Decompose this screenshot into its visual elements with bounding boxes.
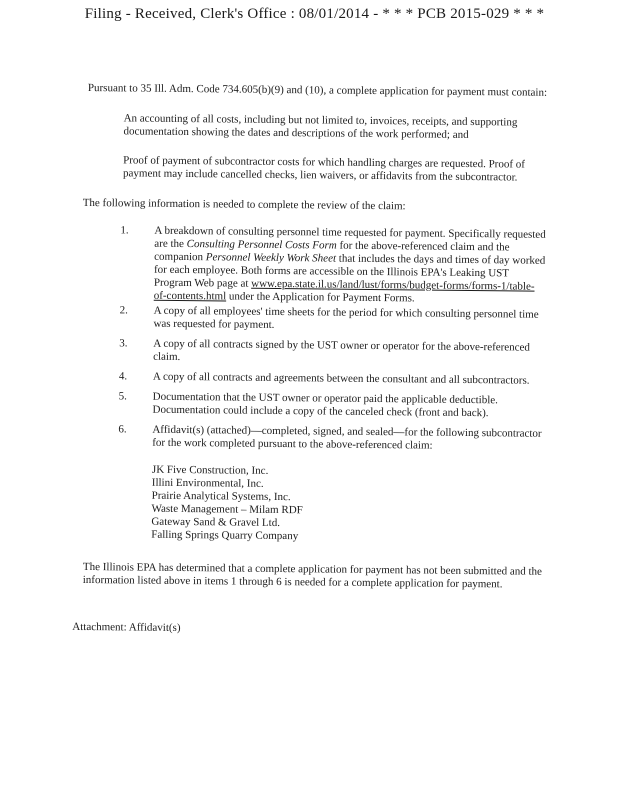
subcontractor-name: Gateway Sand & Gravel Ltd. — [151, 515, 281, 530]
item-text-segment: that includes the days and times of day worked for each employee. Both forms are accessible on the Illinois EPA's Leaking UST Program Web page at — [153, 252, 546, 290]
item-text: A copy of all contracts signed by the UST owner or operator for the above-referenced claim. — [153, 337, 531, 363]
list-item — [119, 370, 545, 387]
list-item — [118, 423, 544, 453]
list-item — [119, 390, 545, 420]
required-items-list — [118, 224, 546, 453]
item-text-segment: A breakdown of consulting personnel time requested for payment. Specifically requested are the — [154, 224, 546, 251]
item-text: Affidavit(s) (attached)—completed, signed, and sealed—for the following subcontractor for the work completed pursuant to the above-referenced claim: — [152, 423, 542, 452]
list-item — [120, 224, 547, 306]
item-number: 2. — [119, 304, 128, 317]
attachment-line: Attachment: Affidavit(s) — [72, 620, 181, 634]
lead-in-paragraph: The following information is needed to complete the review of the claim: — [82, 196, 406, 213]
item-number: 1. — [120, 224, 129, 237]
intro-paragraph: Pursuant to 35 Ill. Adm. Code 734.605(b)(9) and (10), a complete application for payment must contain: — [87, 82, 548, 99]
subcontractor-list — [151, 464, 544, 546]
subcontractor-name: Waste Management – Milam RDF — [151, 502, 303, 517]
requirement-accounting: An accounting of all costs, including but not limited to, invoices, receipts, and supporting documentation showing the dates and descriptions of the work performed; and — [123, 112, 518, 141]
list-item — [119, 304, 545, 334]
letter-body — [72, 82, 548, 639]
item-number: 4. — [118, 370, 128, 383]
forms-url-link[interactable]: www.epa.state.il.us/land/lust/forms/budget-forms/forms-1/table-of-contents.html — [153, 277, 535, 303]
form-name-consulting-personnel: Consulting Personnel Costs Form — [186, 238, 337, 252]
item-text-segment: under the Application for Payment Forms. — [226, 290, 415, 305]
subcontractor-name: Falling Springs Quarry Company — [151, 528, 299, 543]
form-name-weekly-work-sheet: Personnel Weekly Work Sheet — [205, 251, 337, 265]
item-text — [154, 225, 547, 307]
subcontractor-name: Prairie Analytical Systems, Inc. — [151, 489, 291, 504]
item-text-segment: for the above-referenced claim and the companion — [154, 239, 510, 264]
item-text: A copy of all contracts and agreements between the consultant and all subcontractors. — [152, 370, 530, 387]
item-text: A copy of all employees' time sheets for the period for which consulting personnel time was requested for payment. — [153, 304, 539, 331]
item-number: 5. — [118, 390, 128, 403]
filing-header: Filing - Received, Clerk's Office : 08/01/2014 - * * * PCB 2015-029 * * * — [84, 6, 545, 22]
subcontractor-name: JK Five Construction, Inc. — [151, 463, 269, 477]
subcontractor-name: Illini Environmental, Inc. — [151, 476, 264, 490]
item-text: Documentation that the UST owner or operator paid the applicable deductible. Documentation could include a copy of the canceled check (front and back). — [152, 390, 499, 420]
list-item — [119, 337, 545, 367]
closing-paragraph: The Illinois EPA has determined that a complete application for payment has not been submitted and the information listed above in items 1 through 6 is needed for a complete application for payment. — [82, 560, 543, 591]
item-number: 6. — [118, 423, 127, 436]
item-number: 3. — [119, 337, 128, 350]
requirement-proof-of-payment: Proof of payment of subcontractor costs for which handling charges are requested. Proof of payment may include cancelled checks, lien waivers, or affidavits from the subcontractor. — [122, 154, 526, 184]
